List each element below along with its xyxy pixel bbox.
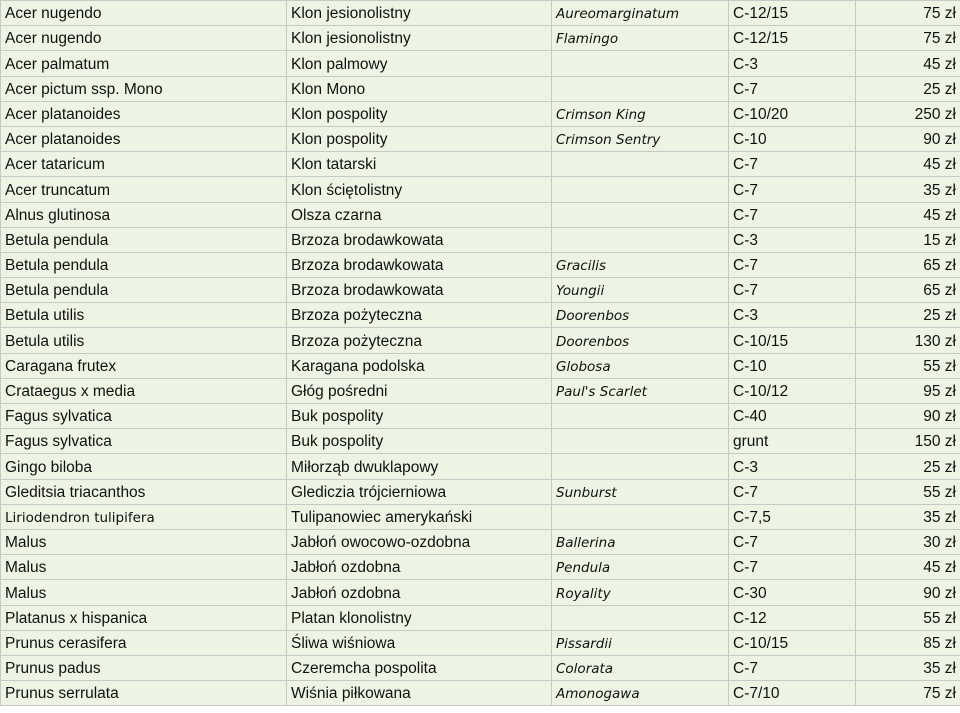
cell-latin-name: Betula utilis bbox=[1, 328, 287, 353]
cell-container-size: C-7 bbox=[729, 278, 856, 303]
cell-polish-name: Jabłoń ozdobna bbox=[287, 580, 552, 605]
table-row bbox=[1, 529, 960, 554]
cell-cultivar: Gracilis bbox=[552, 252, 729, 277]
cell-cultivar: Pissardii bbox=[552, 630, 729, 655]
cell-container-size: C-7 bbox=[729, 479, 856, 504]
cell-cultivar: Royality bbox=[552, 580, 729, 605]
cell-latin-name: Prunus serrulata bbox=[1, 681, 287, 706]
cell-cultivar: Pendula bbox=[552, 555, 729, 580]
cell-cultivar bbox=[552, 605, 729, 630]
cell-latin-name: Fagus sylvatica bbox=[1, 404, 287, 429]
cell-polish-name: Brzoza brodawkowata bbox=[287, 227, 552, 252]
cell-latin-name: Fagus sylvatica bbox=[1, 429, 287, 454]
table-row bbox=[1, 681, 960, 706]
cell-cultivar bbox=[552, 202, 729, 227]
cell-polish-name: Czeremcha pospolita bbox=[287, 655, 552, 680]
cell-price: 250 zł bbox=[856, 101, 960, 126]
cell-price: 25 zł bbox=[856, 454, 960, 479]
cell-cultivar bbox=[552, 177, 729, 202]
table-row bbox=[1, 51, 960, 76]
cell-container-size: C-40 bbox=[729, 404, 856, 429]
cell-container-size: C-7 bbox=[729, 152, 856, 177]
cell-container-size: C-7 bbox=[729, 252, 856, 277]
cell-polish-name: Klon jesionolistny bbox=[287, 1, 552, 26]
cell-cultivar: Doorenbos bbox=[552, 303, 729, 328]
cell-container-size: C-3 bbox=[729, 51, 856, 76]
table-row bbox=[1, 252, 960, 277]
cell-latin-name: Betula pendula bbox=[1, 278, 287, 303]
cell-price: 35 zł bbox=[856, 504, 960, 529]
cell-price: 45 zł bbox=[856, 555, 960, 580]
cell-cultivar bbox=[552, 76, 729, 101]
table-row bbox=[1, 353, 960, 378]
cell-latin-name: Acer nugendo bbox=[1, 1, 287, 26]
cell-polish-name: Karagana podolska bbox=[287, 353, 552, 378]
cell-cultivar: Flamingo bbox=[552, 26, 729, 51]
cell-price: 90 zł bbox=[856, 126, 960, 151]
cell-latin-name: Gingo biloba bbox=[1, 454, 287, 479]
cell-latin-name: Acer tataricum bbox=[1, 152, 287, 177]
cell-container-size: C-3 bbox=[729, 227, 856, 252]
cell-polish-name: Klon palmowy bbox=[287, 51, 552, 76]
cell-polish-name: Buk pospolity bbox=[287, 429, 552, 454]
cell-polish-name: Klon Mono bbox=[287, 76, 552, 101]
cell-latin-name: Crataegus x media bbox=[1, 378, 287, 403]
table-row bbox=[1, 504, 960, 529]
cell-latin-name: Acer nugendo bbox=[1, 26, 287, 51]
cell-latin-name: Caragana frutex bbox=[1, 353, 287, 378]
cell-price: 55 zł bbox=[856, 353, 960, 378]
cell-polish-name: Brzoza brodawkowata bbox=[287, 278, 552, 303]
cell-price: 55 zł bbox=[856, 605, 960, 630]
table-row bbox=[1, 328, 960, 353]
cell-polish-name: Brzoza brodawkowata bbox=[287, 252, 552, 277]
cell-price: 30 zł bbox=[856, 529, 960, 554]
cell-latin-name: Platanus x hispanica bbox=[1, 605, 287, 630]
table-row bbox=[1, 26, 960, 51]
cell-polish-name: Klon pospolity bbox=[287, 101, 552, 126]
cell-cultivar bbox=[552, 51, 729, 76]
cell-container-size: C-7,5 bbox=[729, 504, 856, 529]
cell-container-size: C-12/15 bbox=[729, 26, 856, 51]
cell-latin-name: Liriodendron tulipifera bbox=[1, 504, 287, 529]
cell-container-size: C-7 bbox=[729, 655, 856, 680]
cell-polish-name: Głóg pośredni bbox=[287, 378, 552, 403]
cell-latin-name: Acer platanoides bbox=[1, 126, 287, 151]
cell-price: 65 zł bbox=[856, 252, 960, 277]
cell-price: 25 zł bbox=[856, 303, 960, 328]
cell-container-size: C-10 bbox=[729, 126, 856, 151]
cell-polish-name: Śliwa wiśniowa bbox=[287, 630, 552, 655]
cell-latin-name: Acer palmatum bbox=[1, 51, 287, 76]
cell-polish-name: Wiśnia piłkowana bbox=[287, 681, 552, 706]
cell-polish-name: Olsza czarna bbox=[287, 202, 552, 227]
cell-price: 15 zł bbox=[856, 227, 960, 252]
cell-latin-name: Gleditsia triacanthos bbox=[1, 479, 287, 504]
table-row bbox=[1, 152, 960, 177]
cell-polish-name: Tulipanowiec amerykański bbox=[287, 504, 552, 529]
table-row bbox=[1, 227, 960, 252]
cell-cultivar bbox=[552, 227, 729, 252]
cell-price: 85 zł bbox=[856, 630, 960, 655]
cell-container-size: C-7 bbox=[729, 202, 856, 227]
cell-cultivar bbox=[552, 404, 729, 429]
cell-latin-name: Acer platanoides bbox=[1, 101, 287, 126]
cell-polish-name: Platan klonolistny bbox=[287, 605, 552, 630]
cell-container-size: C-30 bbox=[729, 580, 856, 605]
table-row bbox=[1, 177, 960, 202]
table-row bbox=[1, 126, 960, 151]
cell-container-size: C-7 bbox=[729, 76, 856, 101]
table-row bbox=[1, 580, 960, 605]
cell-container-size: C-3 bbox=[729, 454, 856, 479]
cell-cultivar bbox=[552, 454, 729, 479]
cell-latin-name: Alnus glutinosa bbox=[1, 202, 287, 227]
table-row bbox=[1, 76, 960, 101]
table-row bbox=[1, 303, 960, 328]
table-row bbox=[1, 655, 960, 680]
cell-price: 75 zł bbox=[856, 26, 960, 51]
cell-container-size: C-10/15 bbox=[729, 630, 856, 655]
cell-latin-name: Betula utilis bbox=[1, 303, 287, 328]
cell-polish-name: Brzoza pożyteczna bbox=[287, 303, 552, 328]
cell-container-size: C-7/10 bbox=[729, 681, 856, 706]
cell-cultivar bbox=[552, 429, 729, 454]
table-row bbox=[1, 404, 960, 429]
cell-price: 75 zł bbox=[856, 681, 960, 706]
cell-cultivar: Aureomarginatum bbox=[552, 1, 729, 26]
cell-price: 35 zł bbox=[856, 177, 960, 202]
cell-latin-name: Prunus cerasifera bbox=[1, 630, 287, 655]
cell-container-size: C-7 bbox=[729, 529, 856, 554]
cell-latin-name: Acer truncatum bbox=[1, 177, 287, 202]
cell-cultivar: Amonogawa bbox=[552, 681, 729, 706]
cell-polish-name: Brzoza pożyteczna bbox=[287, 328, 552, 353]
cell-cultivar: Ballerina bbox=[552, 529, 729, 554]
cell-polish-name: Klon pospolity bbox=[287, 126, 552, 151]
cell-cultivar bbox=[552, 152, 729, 177]
cell-price: 35 zł bbox=[856, 655, 960, 680]
table-row bbox=[1, 630, 960, 655]
cell-price: 95 zł bbox=[856, 378, 960, 403]
cell-price: 90 zł bbox=[856, 580, 960, 605]
cell-polish-name: Jabłoń owocowo-ozdobna bbox=[287, 529, 552, 554]
table-row bbox=[1, 555, 960, 580]
cell-price: 65 zł bbox=[856, 278, 960, 303]
table-row bbox=[1, 454, 960, 479]
cell-price: 75 zł bbox=[856, 1, 960, 26]
cell-latin-name: Acer pictum ssp. Mono bbox=[1, 76, 287, 101]
cell-price: 25 zł bbox=[856, 76, 960, 101]
cell-polish-name: Miłorząb dwuklapowy bbox=[287, 454, 552, 479]
cell-container-size: C-10 bbox=[729, 353, 856, 378]
cell-latin-name: Malus bbox=[1, 555, 287, 580]
table-row bbox=[1, 429, 960, 454]
cell-price: 130 zł bbox=[856, 328, 960, 353]
cell-cultivar: Sunburst bbox=[552, 479, 729, 504]
cell-cultivar: Globosa bbox=[552, 353, 729, 378]
table-row bbox=[1, 278, 960, 303]
cell-polish-name: Glediczia trójcierniowa bbox=[287, 479, 552, 504]
cell-polish-name: Buk pospolity bbox=[287, 404, 552, 429]
table-row bbox=[1, 101, 960, 126]
cell-container-size: C-10/12 bbox=[729, 378, 856, 403]
cell-price: 55 zł bbox=[856, 479, 960, 504]
cell-latin-name: Prunus padus bbox=[1, 655, 287, 680]
cell-polish-name: Klon jesionolistny bbox=[287, 26, 552, 51]
cell-price: 45 zł bbox=[856, 51, 960, 76]
cell-price: 45 zł bbox=[856, 152, 960, 177]
cell-latin-name: Malus bbox=[1, 580, 287, 605]
cell-container-size: C-10/15 bbox=[729, 328, 856, 353]
cell-price: 45 zł bbox=[856, 202, 960, 227]
cell-cultivar: Colorata bbox=[552, 655, 729, 680]
cell-cultivar bbox=[552, 504, 729, 529]
table-row bbox=[1, 202, 960, 227]
cell-cultivar: Crimson Sentry bbox=[552, 126, 729, 151]
cell-container-size: C-12 bbox=[729, 605, 856, 630]
cell-polish-name: Klon tatarski bbox=[287, 152, 552, 177]
cell-latin-name: Malus bbox=[1, 529, 287, 554]
table-row bbox=[1, 1, 960, 26]
cell-cultivar: Doorenbos bbox=[552, 328, 729, 353]
cell-latin-name: Betula pendula bbox=[1, 227, 287, 252]
table-row bbox=[1, 479, 960, 504]
cell-polish-name: Jabłoń ozdobna bbox=[287, 555, 552, 580]
table-body bbox=[1, 1, 960, 706]
table-row bbox=[1, 378, 960, 403]
cell-cultivar: Paul's Scarlet bbox=[552, 378, 729, 403]
cell-cultivar: Crimson King bbox=[552, 101, 729, 126]
cell-container-size: C-7 bbox=[729, 555, 856, 580]
cell-price: 150 zł bbox=[856, 429, 960, 454]
cell-price: 90 zł bbox=[856, 404, 960, 429]
cell-container-size: grunt bbox=[729, 429, 856, 454]
table-row bbox=[1, 605, 960, 630]
cell-cultivar: Youngii bbox=[552, 278, 729, 303]
cell-container-size: C-12/15 bbox=[729, 1, 856, 26]
cell-latin-name: Betula pendula bbox=[1, 252, 287, 277]
cell-container-size: C-7 bbox=[729, 177, 856, 202]
cell-polish-name: Klon ściętolistny bbox=[287, 177, 552, 202]
cell-container-size: C-10/20 bbox=[729, 101, 856, 126]
cell-container-size: C-3 bbox=[729, 303, 856, 328]
